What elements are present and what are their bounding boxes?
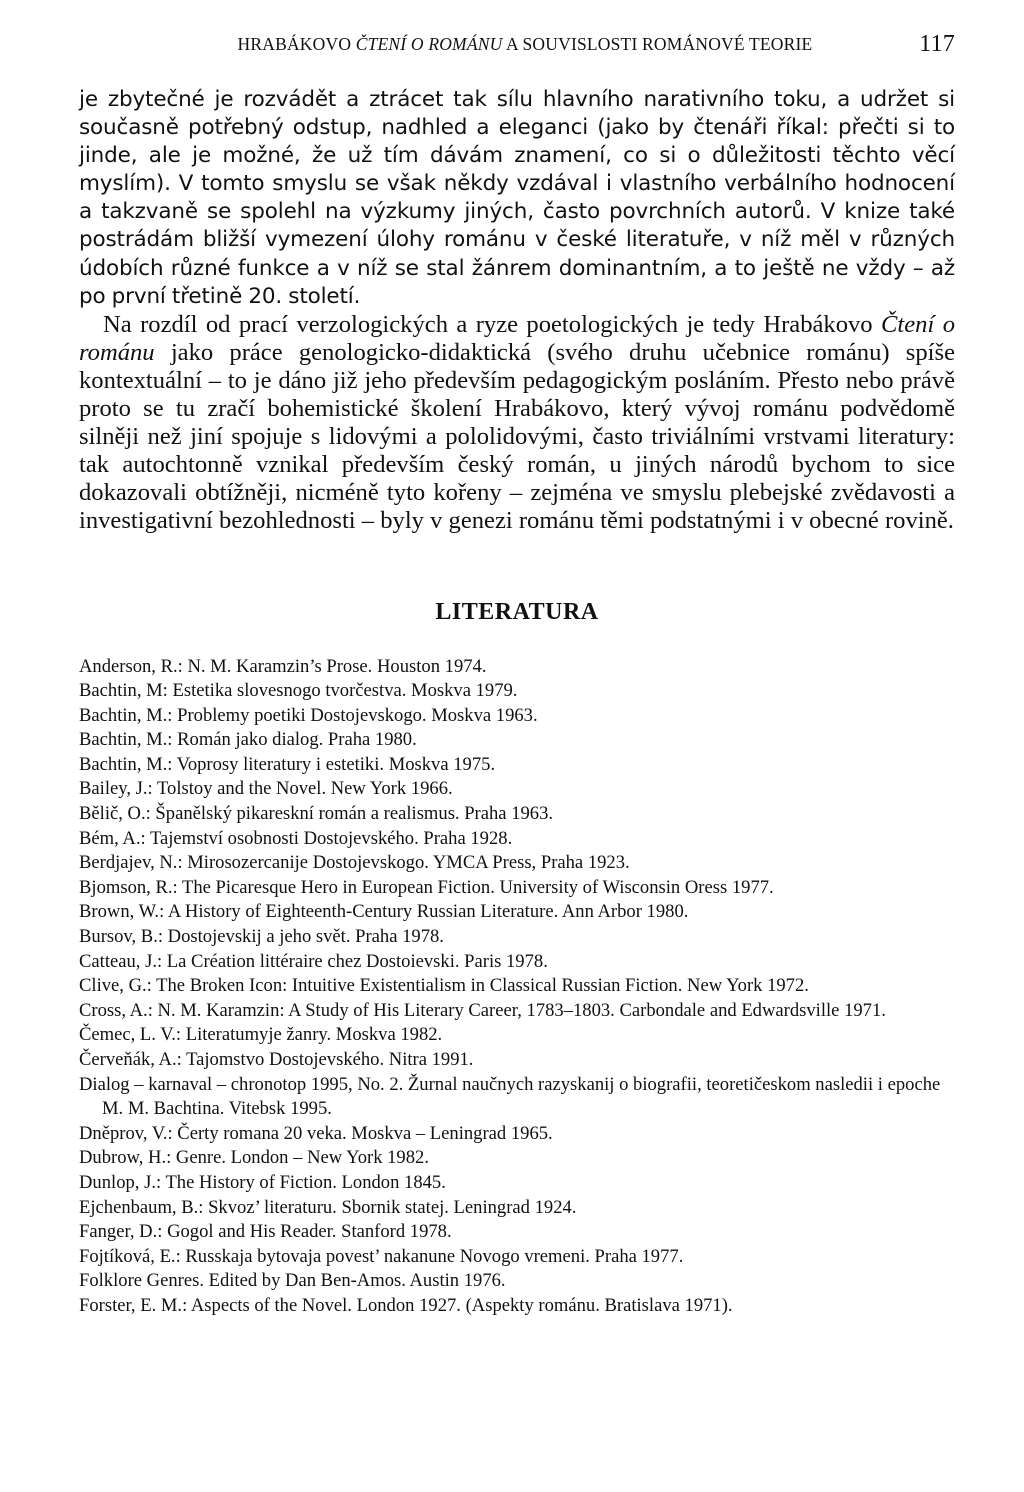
reference-entry: Brown, W.: A History of Eighteenth-Century Russian Literature. Ann Arbor 1980.	[79, 901, 689, 923]
reference-entry: Čemec, L. V.: Literatumyje žanry. Moskva 1982.	[79, 1024, 443, 1046]
reference-entry: Červeňák, A.: Tajomstvo Dostojevského. Nitra 1991.	[79, 1049, 474, 1070]
running-head-suffix: A SOUVISLOSTI ROMÁNOVÉ TEORIE	[502, 34, 813, 54]
reference-entry: Dunlop, J.: The History of Fiction. London 1845.	[79, 1171, 446, 1193]
literature-heading: LITERATURA	[435, 598, 599, 625]
paragraph-2	[79, 311, 955, 536]
paragraph-2-rest: jako práce genologicko-didaktická (svého druhu učebnice románu) spíše kontextuální – to je dáno již jeho především pedagogickým posláním. Přesto nebo právě proto se tu zračí bohemistické školení Hrabákovo, který vývoj románu podvědomě silněji než jiní spojuje s lidovými a pololidovými, často triviálními vrstvami literatury: tak autochtonně vznikal především český román, u jiných národů bychom to sice dokazovali obtížněji, nicméně tyto kořeny – zejména ve smyslu plebejské zvědavosti a investigativní bezohlednosti – byly v genezi románu těmi podstatnými i v obecné rovině.	[79, 338, 955, 535]
references-list	[79, 655, 955, 1319]
reference-entry: Folklore Genres. Edited by Dan Ben-Amos. Austin 1976.	[79, 1270, 506, 1292]
running-head-italic-title: ČTENÍ O ROMÁNU	[355, 34, 503, 54]
reference-entry: Bém, A.: Tajemství osobnosti Dostojevského. Praha 1928.	[79, 827, 513, 849]
paragraph-2-start: Na rozdíl od prací verzologických a ryze poetologických je tedy Hrabákovo	[103, 310, 882, 338]
running-head-prefix: HRABÁKOVO	[237, 34, 356, 54]
book-page	[79, 31, 955, 1319]
reference-entry: Bachtin, M: Estetika slovesnogo tvorčestva. Moskva 1979.	[79, 680, 518, 702]
reference-entry: Ejchenbaum, B.: Skvoz’ literaturu. Sbornik statej. Leningrad 1924.	[79, 1196, 577, 1218]
reference-entry: Bailey, J.: Tolstoy and the Novel. New York 1966.	[79, 778, 453, 800]
reference-entry: Clive, G.: The Broken Icon: Intuitive Existentialism in Classical Russian Fiction. New York 1972.	[79, 975, 809, 997]
paragraph-2-italic-title: Čtení o románu	[79, 310, 955, 366]
reference-entry: Bělič, O.: Španělský pikareskní román a realismus. Praha 1963.	[79, 803, 554, 825]
reference-entry: Forster, E. M.: Aspects of the Novel. London 1927. (Aspekty románu. Bratislava 1971).	[79, 1294, 733, 1316]
reference-entry: Dněprov, V.: Čerty romana 20 veka. Moskva – Leningrad 1965.	[79, 1122, 553, 1144]
reference-entry: Dialog – karnaval – chronotop 1995, No. 2. Žurnal naučnych razyskanij o biografii, teoretičeskom nasledii i epoche M. M. Bachtina. Vitebsk 1995.	[79, 1073, 941, 1120]
page-number: 117	[919, 31, 955, 57]
reference-entry: Bjomson, R.: The Picaresque Hero in European Fiction. University of Wisconsin Oress 1977.	[79, 876, 774, 898]
reference-entry: Berdjajev, N.: Mirosozercanije Dostojevskogo. YMCA Press, Praha 1923.	[79, 852, 630, 874]
reference-entry: Bachtin, M.: Voprosy literatury i estetiki. Moskva 1975.	[79, 753, 496, 775]
reference-entry: Bachtin, M.: Problemy poetiki Dostojevskogo. Moskva 1963.	[79, 704, 538, 726]
reference-entry: Fojtíková, E.: Russkaja bytovaja povest’ nakanune Novogo vremeni. Praha 1977.	[79, 1245, 684, 1267]
reference-entry: Fanger, D.: Gogol and His Reader. Stanford 1978.	[79, 1221, 452, 1243]
reference-entry: Dubrow, H.: Genre. London – New York 1982.	[79, 1147, 429, 1169]
paragraph-1: je zbytečné je rozvádět a ztrácet tak sílu hlavního narativního toku, a udržet si současně potřebný odstup, nadhled a eleganci (jako by čtenáři říkal: přečti si to jinde, ale je možné, že už tím dávám znamení, co si o důležitosti těchto věcí myslím). V tomto smyslu se však někdy vzdával i vlastního verbálního hodnocení a takzvaně se spolehl na výzkumy jiných, často povrchních autorů. V knize také postrádám bližší vymezení úlohy románu v české literatuře, v níž měl v různých údobích různé funkce a v níž se stal žánrem dominantním, a to ještě ne vždy – až po první třetině 20. století.	[79, 87, 955, 309]
body-text	[79, 86, 955, 536]
reference-entry: Catteau, J.: La Création littéraire chez Dostoievski. Paris 1978.	[79, 950, 548, 972]
reference-entry: Anderson, R.: N. M. Karamzin’s Prose. Houston 1974.	[79, 655, 487, 677]
running-head	[79, 31, 955, 70]
reference-entry: Cross, A.: N. M. Karamzin: A Study of His Literary Career, 1783–1803. Carbondale and Edwardsville 1971.	[79, 999, 886, 1021]
reference-entry: Bursov, B.: Dostojevskij a jeho svět. Praha 1978.	[79, 926, 444, 948]
reference-entry: Bachtin, M.: Román jako dialog. Praha 1980.	[79, 729, 417, 751]
running-head-title	[238, 34, 813, 55]
